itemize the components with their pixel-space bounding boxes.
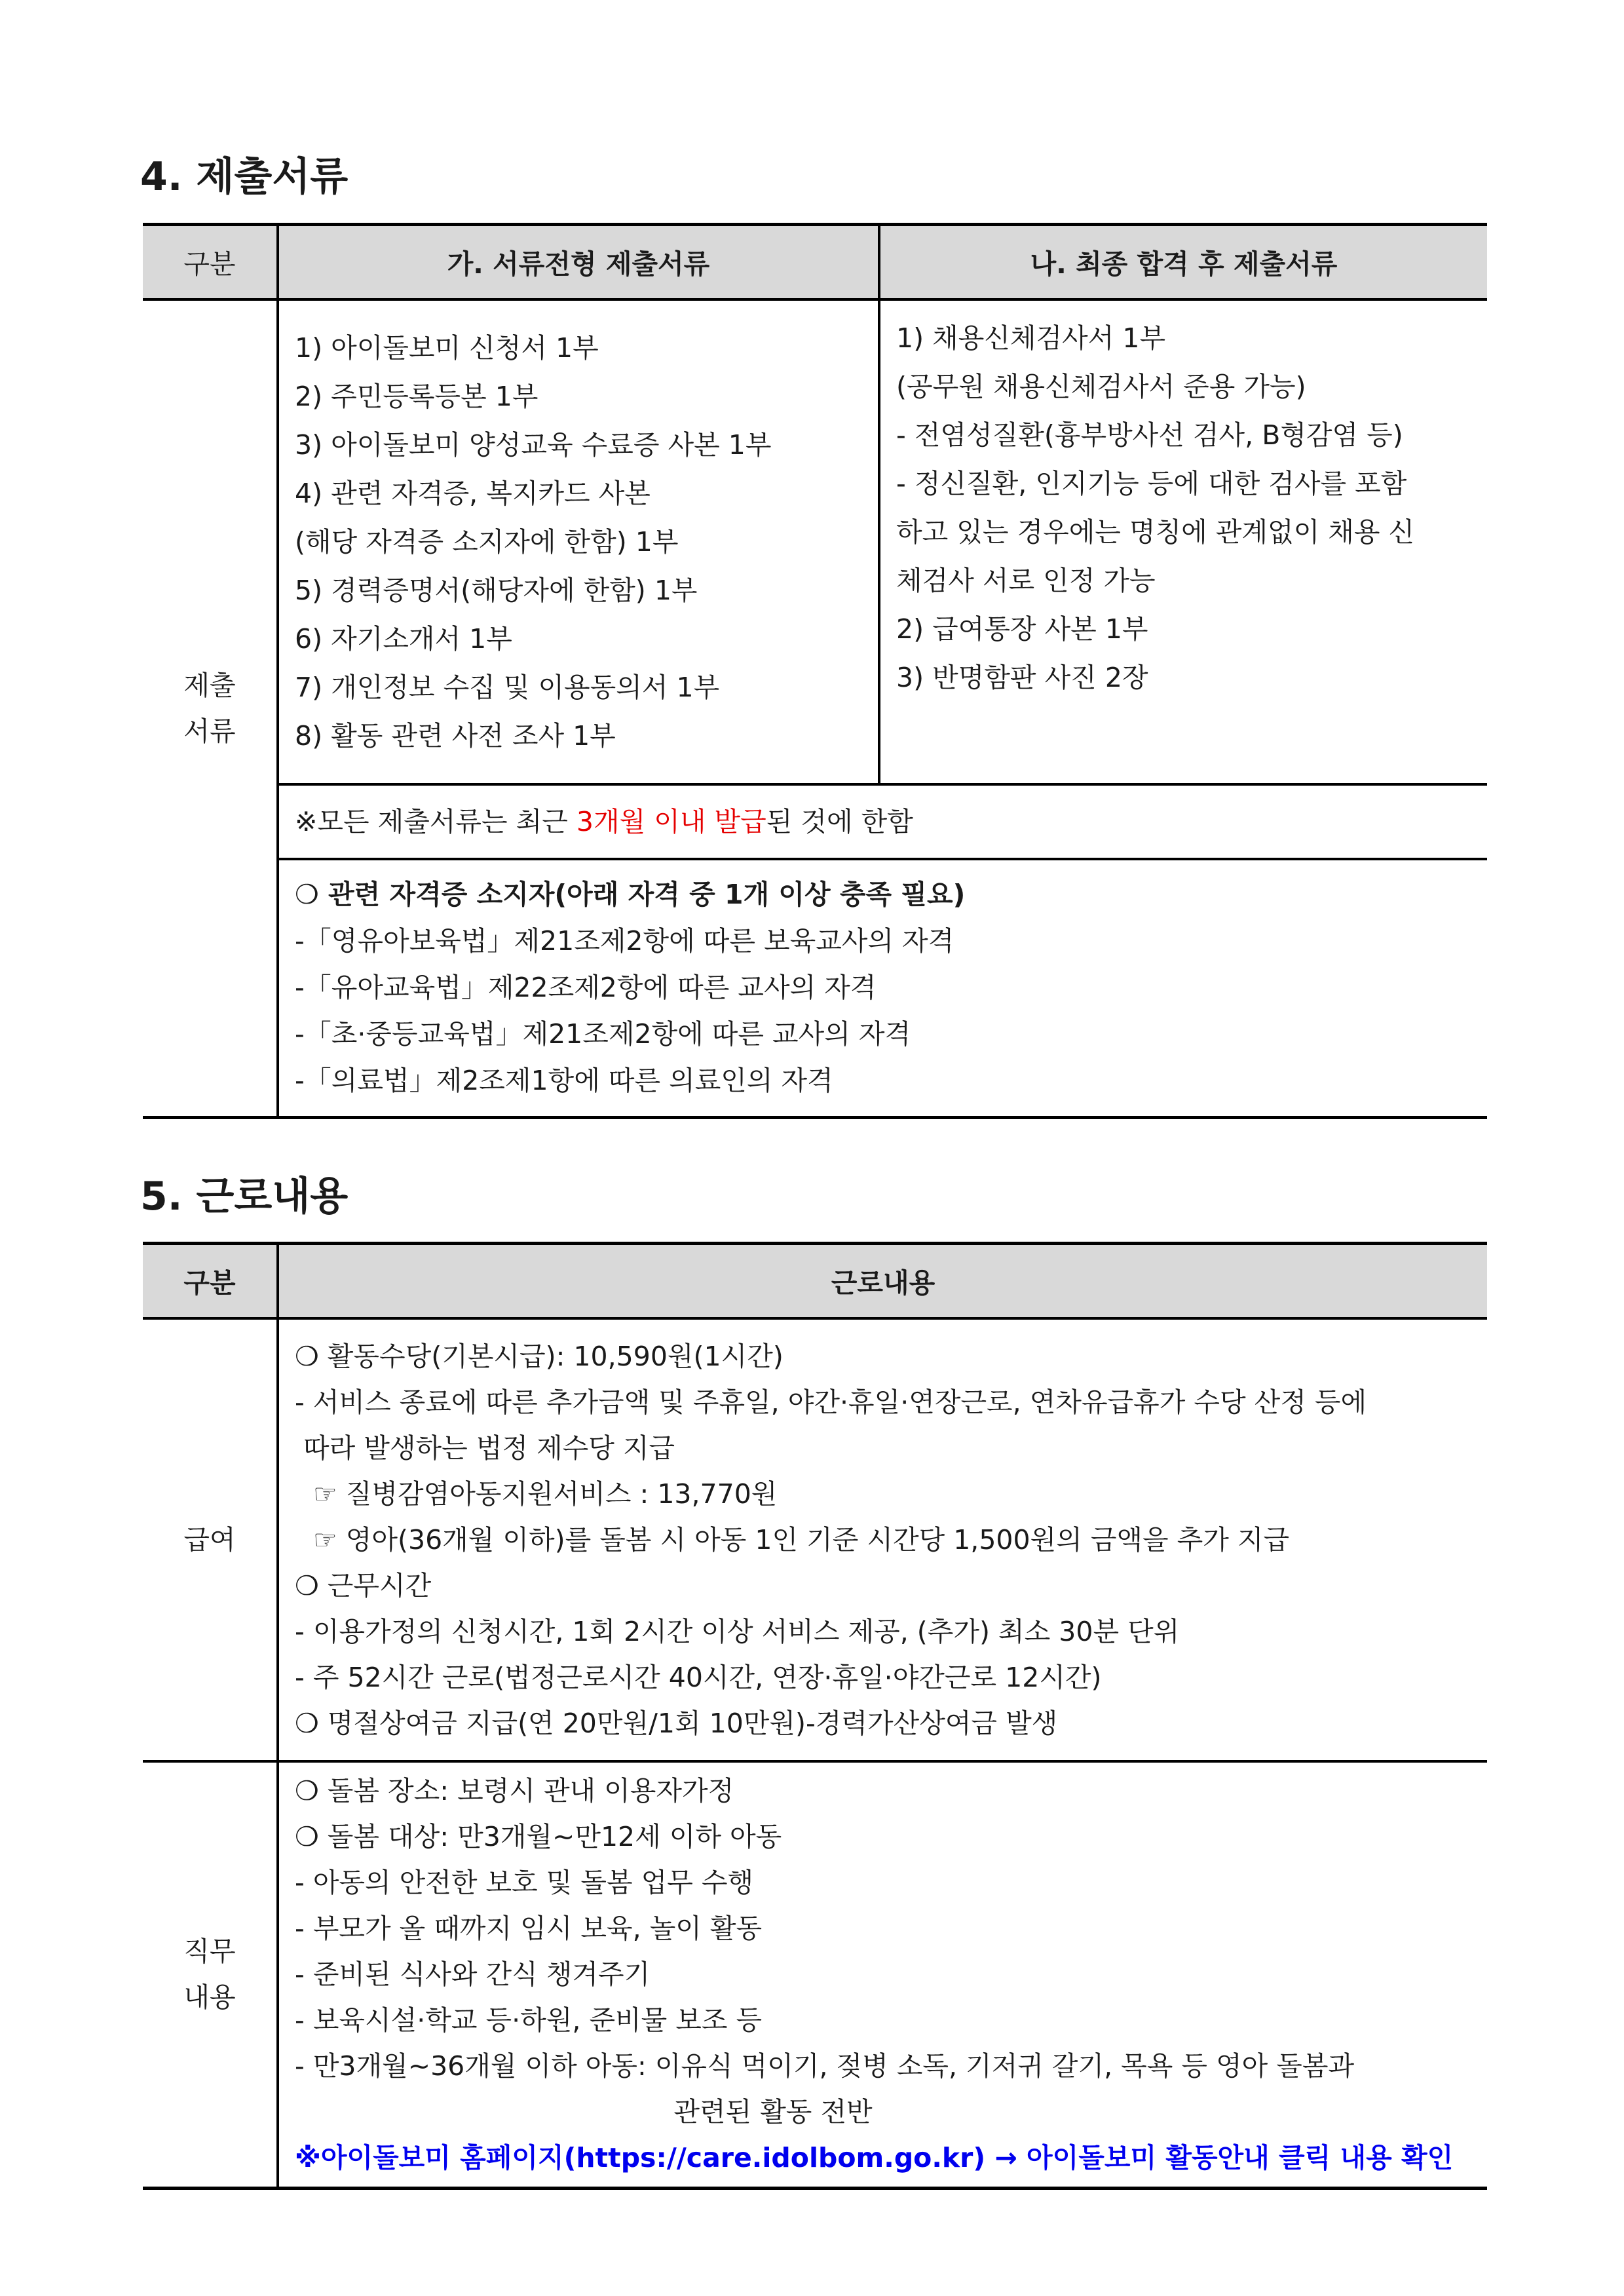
list-item: (공무원 채용신체검사서 준용 가능) <box>896 370 1306 402</box>
list-item: 6) 자기소개서 1부 <box>295 622 512 655</box>
list-item: - 준비된 식사와 간식 챙겨주기 <box>295 1959 651 1991</box>
list-item: - 보육시설·학교 등·하원, 준비물 보조 등 <box>295 2004 763 2037</box>
list-item: 3) 아이돌보미 양성교육 수료증 사본 1부 <box>295 429 772 461</box>
list-item: ❍ 활동수당(기본시급): 10,590원(1시간) <box>295 1340 784 1372</box>
list-item: -「의료법」제2조제1항에 따른 의료인의 자격 <box>295 1065 833 1097</box>
pay-details <box>278 1318 1487 1761</box>
list-item: 2) 급여통장 사본 1부 <box>896 613 1148 645</box>
list-item: - 아동의 안전한 보호 및 돌봄 업무 수행 <box>295 1867 754 1899</box>
list-item: - 부모가 올 때까지 임시 보육, 놀이 활동 <box>295 1913 763 1945</box>
header-category: 구분 <box>143 225 278 299</box>
list-item: -「영유아보육법」제21조제2항에 따른 보육교사의 자격 <box>295 925 954 957</box>
screening-documents-list <box>278 299 879 784</box>
list-item: ☞ 영아(36개월 이하)를 돌봄 시 아동 1인 기준 시간당 1,500원의 금액을 추가 지급 <box>313 1523 1290 1556</box>
row-label-line-2: 서류 <box>183 715 236 747</box>
final-documents-list <box>879 299 1487 784</box>
list-item: 7) 개인정보 수집 및 이용동의서 1부 <box>295 671 720 703</box>
list-item: ☞ 질병감염아동지원서비스 : 13,770원 <box>313 1478 778 1510</box>
qualification-block <box>278 859 1487 1118</box>
notice-suffix: 된 것에 한함 <box>766 805 913 837</box>
row-label-line-1: 제출 <box>183 669 236 701</box>
list-item: ❍ 돌봄 장소: 보령시 관내 이용자가정 <box>295 1775 734 1807</box>
list-item: - 만3개월~36개월 이하 아동: 이유식 먹이기, 젖병 소독, 기저귀 갈기, 목욕 등 영아 돌봄과 <box>295 2050 1355 2082</box>
section-4-title: 4. 제출서류 <box>140 154 349 200</box>
issue-date-notice <box>278 784 1487 859</box>
row-label-submission-documents <box>143 299 278 1118</box>
list-item: -「초·중등교육법」제21조제2항에 따른 교사의 자격 <box>295 1018 911 1050</box>
section-5-title: 5. 근로내용 <box>140 1174 349 1219</box>
homepage-link-note[interactable]: ※아이돌보미 홈페이지(https://care.idolbom.go.kr) → 아이돌보미 활동안내 클릭 내용 확인 <box>295 2142 1454 2174</box>
header-work-content: 근로내용 <box>278 1244 1487 1318</box>
list-item: (해당 자격증 소지자에 한함) 1부 <box>295 526 679 558</box>
submission-documents-table <box>143 223 1487 1119</box>
list-item: ❍ 명절상여금 지급(연 20만원/1회 10만원)-경력가산상여금 발생 <box>295 1707 1058 1739</box>
list-item: 8) 활동 관련 사전 조사 1부 <box>295 719 616 752</box>
row-label-line-1: 직무 <box>183 1936 236 1968</box>
notice-prefix: ※모든 제출서류는 최근 <box>295 805 576 837</box>
row-label-pay: 급여 <box>183 1523 236 1556</box>
notice-highlight: 3개월 이내 발급 <box>576 805 766 837</box>
row-label-line-2: 내용 <box>183 1981 236 2014</box>
list-item: 1) 아이돌보미 신청서 1부 <box>295 332 599 364</box>
list-item: ❍ 근무시간 <box>295 1569 432 1601</box>
work-content-table <box>143 1242 1487 2190</box>
qualification-title: ❍ 관련 자격증 소지자(아래 자격 중 1개 이상 충족 필요) <box>295 879 966 911</box>
list-item: 4) 관련 자격증, 복지카드 사본 <box>295 477 651 509</box>
list-item: 3) 반명함판 사진 2장 <box>896 661 1148 693</box>
list-item: ❍ 돌봄 대상: 만3개월~만12세 이하 아동 <box>295 1821 782 1853</box>
list-item: - 이용가정의 신청시간, 1회 2시간 이상 서비스 제공, (추가) 최소 30분 단위 <box>295 1615 1180 1647</box>
header-document-screening: 가. 서류전형 제출서류 <box>278 225 879 299</box>
list-item: - 전염성질환(흉부방사선 검사, B형감염 등) <box>896 419 1403 451</box>
list-item: - 서비스 종료에 따른 추가금액 및 주휴일, 야간·휴일·연장근로, 연차유급휴가 수당 산정 등에 <box>295 1386 1367 1418</box>
list-item: 따라 발생하는 법정 제수당 지급 <box>295 1432 675 1464</box>
list-item: 체검사 서로 인정 가능 <box>896 564 1156 596</box>
header-category: 구분 <box>143 1244 278 1318</box>
list-item: 관련된 활동 전반 <box>673 2096 873 2128</box>
list-item: - 정신질환, 인지기능 등에 대한 검사를 포함 <box>896 467 1407 499</box>
header-final-pass: 나. 최종 합격 후 제출서류 <box>879 225 1487 299</box>
row-label-duties <box>143 1761 278 2189</box>
list-item: 1) 채용신체검사서 1부 <box>896 322 1166 354</box>
list-item: -「유아교육법」제22조제2항에 따른 교사의 자격 <box>295 972 877 1004</box>
list-item: 5) 경력증명서(해당자에 한함) 1부 <box>295 574 698 606</box>
list-item: 2) 주민등록등본 1부 <box>295 380 538 412</box>
list-item: 하고 있는 경우에는 명칭에 관계없이 채용 신 <box>896 516 1415 548</box>
list-item: - 주 52시간 근로(법정근로시간 40시간, 연장·휴일·야간근로 12시간) <box>295 1661 1102 1693</box>
duty-details <box>278 1761 1487 2189</box>
